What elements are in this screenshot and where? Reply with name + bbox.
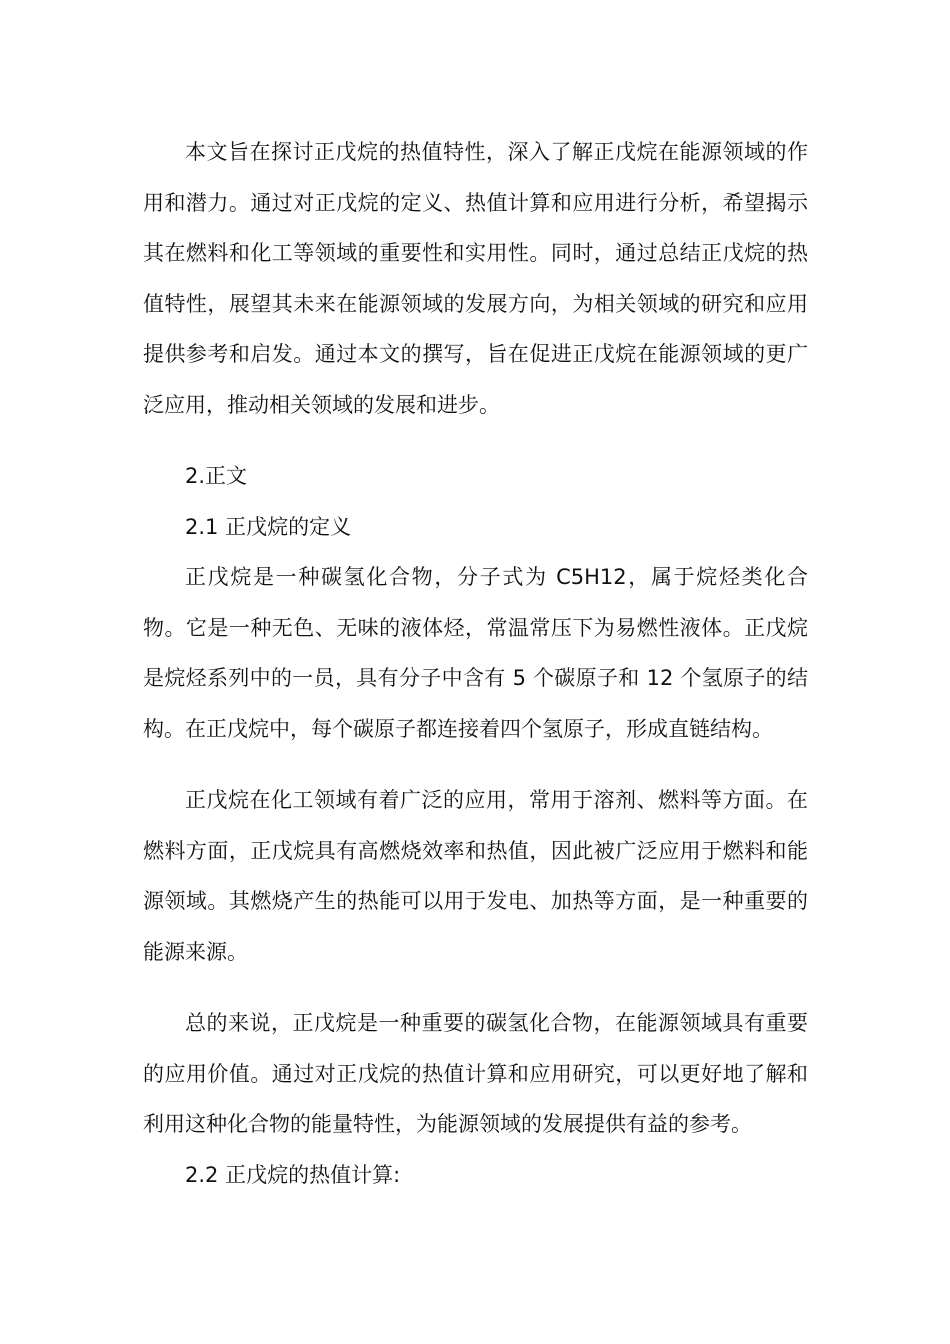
definition-paragraph: 正戊烷是一种碳氢化合物，分子式为 C5H12，属于烷烃类化合物。它是一种无色、无味的液体烃，常温常压下为易燃性液体。正戊烷是烷烃系列中的一员，具有分子中含有 5 个碳原子和 12 个氢原子的结构。在正戊烷中，每个碳原子都连接着四个氢原子，形成直链结构。	[143, 565, 808, 741]
application-paragraph: 正戊烷在化工领域有着广泛的应用，常用于溶剂、燃料等方面。在燃料方面，正戊烷具有高燃烧效率和热值，因此被广泛应用于燃料和能源领域。其燃烧产生的热能可以用于发电、加热等方面，是一种重要的能源来源。	[143, 788, 808, 964]
summary-paragraph: 总的来说，正戊烷是一种重要的碳氢化合物，在能源领域具有重要的应用价值。通过对正戊烷的热值计算和应用研究，可以更好地了解和利用这种化合物的能量特性，为能源领域的发展提供有益的参考。	[143, 1011, 808, 1136]
subsection-heading-2-2: 2.2 正戊烷的热值计算:	[185, 1162, 401, 1187]
document-page	[143, 127, 808, 1200]
subsection-heading-2-1: 2.1 正戊烷的定义	[185, 514, 352, 539]
intro-paragraph: 本文旨在探讨正戊烷的热值特性，深入了解正戊烷在能源领域的作用和潜力。通过对正戊烷的定义、热值计算和应用进行分析，希望揭示其在燃料和化工等领域的重要性和实用性。同时，通过总结正戊烷的热值特性，展望其未来在能源领域的发展方向，为相关领域的研究和应用提供参考和启发。通过本文的撰写，旨在促进正戊烷在能源领域的更广泛应用，推动相关领域的发展和进步。	[143, 140, 808, 417]
section-heading: 2.正文	[185, 464, 248, 488]
